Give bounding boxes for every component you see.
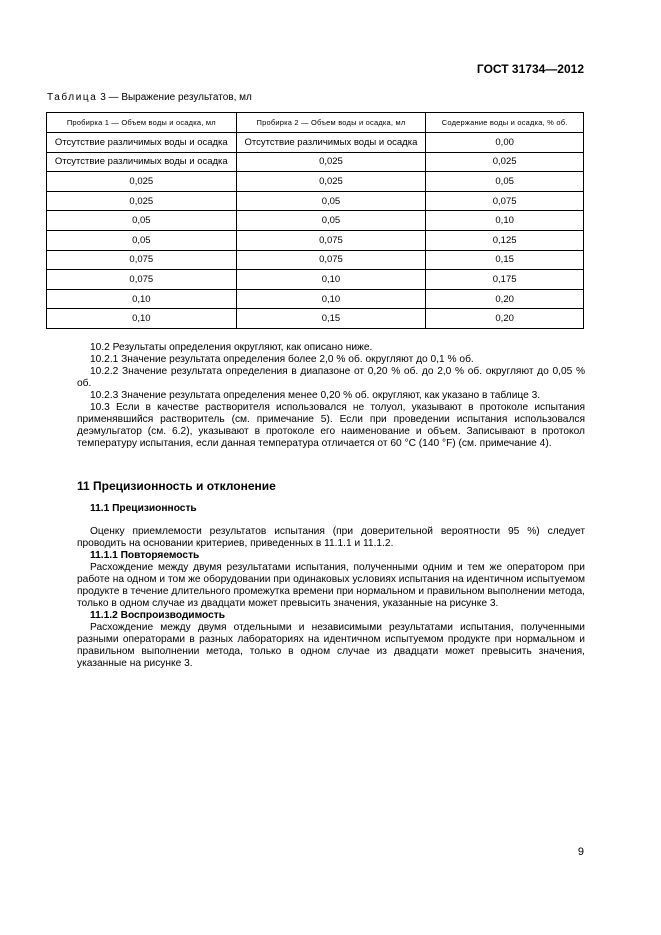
table-cell: 0,075 — [236, 230, 426, 250]
table-header-row — [47, 113, 584, 133]
table-cell: 0,10 — [426, 211, 584, 231]
paragraph-10-2-2: 10.2.2 Значение результата определения в диапазоне от 0,20 % об. до 2,0 % об. округляют до 0,05 % об. — [77, 366, 585, 389]
table-cell: Отсутствие различимых воды и осадка — [47, 133, 237, 153]
table-cell: 0,125 — [426, 230, 584, 250]
table-cell: 0,20 — [426, 309, 584, 329]
page-number: 9 — [577, 846, 584, 858]
section-11-text — [77, 503, 585, 670]
subsection-11-1-heading: 11.1 Прецизионность — [90, 503, 197, 514]
column-header: Пробирка 1 — Объем воды и осадка, мл — [47, 113, 237, 133]
table-row — [47, 289, 584, 309]
table-cell: 0,025 — [426, 152, 584, 172]
table-row — [47, 270, 584, 290]
table-row — [47, 133, 584, 153]
table-cell: 0,075 — [47, 270, 237, 290]
table-cell: 0,175 — [426, 270, 584, 290]
table-cell: 0,10 — [236, 289, 426, 309]
table-cell: 0,05 — [236, 191, 426, 211]
table-row — [47, 230, 584, 250]
table-cell: 0,075 — [236, 250, 426, 270]
paragraph-10-3: 10.3 Если в качестве растворителя использовался не толуол, указывают в протоколе испытания применявшийся растворитель (см. примечание 5). Если при проведении испытания использовался деэмульгатор (см. 6.2), указывают в протоколе его наименование и объем. Записывают в протокол температуру испытания, если данная температура отличается от 60 °С (140 °F) (см. примечание 4). — [77, 402, 585, 449]
paragraph-10-2: 10.2 Результаты определения округляют, как описано ниже. — [90, 342, 373, 353]
table-row — [47, 250, 584, 270]
table-cell: 0,05 — [47, 211, 237, 231]
table-cell: 0,20 — [426, 289, 584, 309]
table-cell: Отсутствие различимых воды и осадка — [47, 152, 237, 172]
subsection-11-1-1-heading: 11.1.1 Повторяемость — [90, 550, 200, 561]
table-cell: 0,025 — [236, 152, 426, 172]
table-cell: 0,075 — [426, 191, 584, 211]
table-cell: Отсутствие различимых воды и осадка — [236, 133, 426, 153]
paragraph-10-2-1: 10.2.1 Значение результата определения более 2,0 % об. округляют до 0,1 % об. — [90, 354, 474, 365]
table-row — [47, 309, 584, 329]
paragraph-11-1-1: Расхождение между двумя результатами испытания, полученными одним и тем же оператором при работе на одном и том же оборудовании при одинаковых условиях испытания на идентичном испытуемом продукте в течение длительного промежутка времени при нормальном и правильном выполнении метода, только в одном случае из двадцати может превысить значения, указанные на рисунке 3. — [77, 562, 585, 609]
table-row — [47, 191, 584, 211]
table-cell: 0,025 — [47, 172, 237, 192]
table-caption-label: Таблица — [47, 92, 98, 103]
table-row — [47, 172, 584, 192]
table-caption-text: 3 — Выражение результатов, мл — [97, 92, 252, 103]
section-10-text — [77, 342, 585, 450]
paragraph-11-1-2: Расхождение между двумя отдельными и независимыми результатами испытания, полученными разными операторами в разных лабораториях на идентичном испытуемом продукте при нормальном и правильном выполнении метода, только в одном случае из двадцати может превысить значения, указанные на рисунке 3. — [77, 622, 585, 669]
table-cell: 0,05 — [426, 172, 584, 192]
table-cell: 0,075 — [47, 250, 237, 270]
column-header: Содержание воды и осадка, % об. — [426, 113, 584, 133]
table-cell: 0,025 — [236, 172, 426, 192]
subsection-11-1-2-heading: 11.1.2 Воспроизводимость — [90, 610, 225, 621]
paragraph-11-1: Оценку приемлемости результатов испытания (при доверительной вероятности 95 %) следует проводить на основании критериев, приведенных в 11.1.1 и 11.1.2. — [77, 526, 585, 549]
table-cell: 0,15 — [236, 309, 426, 329]
table-cell: 0,025 — [47, 191, 237, 211]
table-cell: 0,00 — [426, 133, 584, 153]
table-cell: 0,10 — [47, 309, 237, 329]
paragraph-10-2-3: 10.2.3 Значение результата определения менее 0,20 % об. округляют, как указано в таблице 3. — [90, 390, 541, 401]
table-row — [47, 211, 584, 231]
section-11-heading: 11 Прецизионность и отклонение — [77, 479, 276, 493]
table-cell: 0,05 — [236, 211, 426, 231]
table-cell: 0,15 — [426, 250, 584, 270]
table-cell: 0,05 — [47, 230, 237, 250]
column-header: Пробирка 2 — Объем воды и осадка, мл — [236, 113, 426, 133]
document-code: ГОСТ 31734—2012 — [476, 62, 584, 76]
table-caption — [47, 92, 252, 103]
table-row — [47, 152, 584, 172]
table-cell: 0,10 — [47, 289, 237, 309]
table-cell: 0,10 — [236, 270, 426, 290]
results-table — [46, 112, 584, 329]
